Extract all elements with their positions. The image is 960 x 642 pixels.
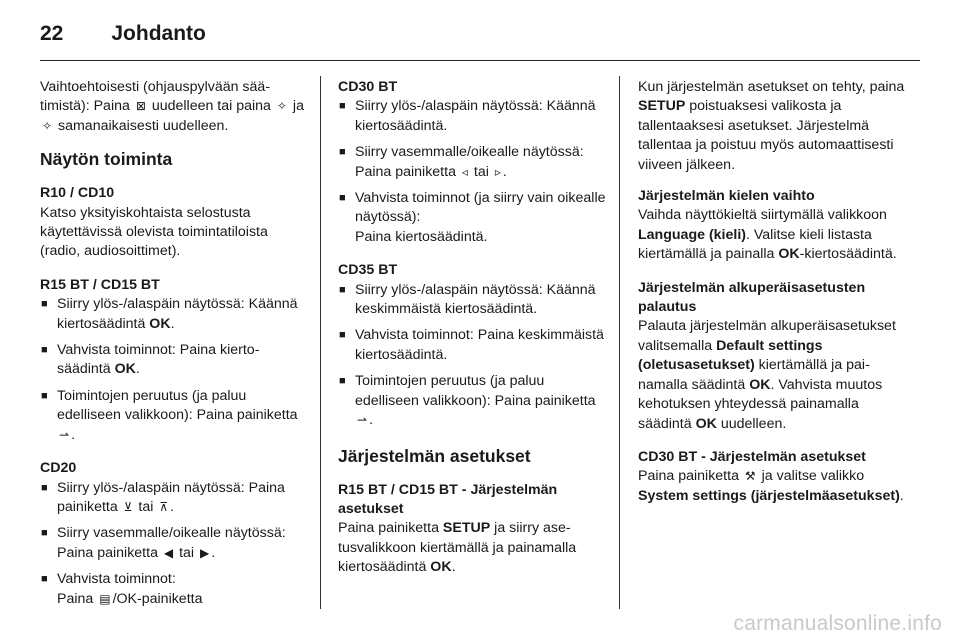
language-block: [638, 187, 910, 265]
column-divider-1: [320, 76, 321, 609]
page-number: 22: [40, 22, 64, 45]
column-divider-2: [619, 76, 620, 609]
factory-heading: Järjestelmän alkuperäisasetusten palautus: [638, 279, 866, 316]
list-item: ■ Siirry ylös-/alaspäin näytössä: Käännä kiertosäädintä OK.: [40, 295, 308, 334]
arrow-right-icon: ▶: [200, 545, 210, 560]
r15-settings-heading: R15 BT / CD15 BT - Järjestelmän asetukset: [338, 481, 558, 517]
list-item: ■ Vahvista toiminnot: Paina kiertosäädintä OK.: [40, 341, 308, 380]
list-item: ■ Siirry vasemmalle/oikealle näytössä: Paina painiketta ◃ tai ▹ .: [338, 143, 606, 182]
list-item: ■ Toimintojen peruutus (ja paluu edelliseen valikkoon): Paina painiketta ⇀ .: [338, 372, 606, 430]
star-minus-icon: ✧: [42, 118, 53, 133]
list-item: ■ Vahvista toiminnot: Paina ▤ /OK-painiketta: [40, 570, 308, 609]
column-2: [338, 78, 606, 578]
cd30-settings-text: Paina painiketta ⚒ ja valitse valikko System settings (järjestelmäasetukset).: [638, 468, 904, 504]
settings-intro: Kun järjestelmän asetukset on tehty, paina SETUP poistuaksesi valikosta ja tallentaaksesi asetukset. Järjestelmä tallentaa ja poistuu myös automaattisesti viiveen jälkeen.: [638, 79, 905, 173]
factory-block: [638, 279, 910, 434]
star-plus-icon: ✧: [276, 99, 287, 114]
factory-text: Palauta järjestelmän alkuperäisasetukset valitsemalla Default settings (oletusasetukset) kiertämällä ja painamalla säädintä OK. Vahvista muutos kehotuksen yhteydessä painamalla säädintä OK uudelleen.: [638, 318, 896, 432]
r10-text: Katso yksityiskohtaista selostusta käytettävissä olevista toimintatiloista (radio, audiosoittimet).: [40, 204, 268, 260]
r15-settings-text: Paina painiketta SETUP ja siirry asetusvalikkoon kiertämällä ja painamalla kiertosäädintä OK.: [338, 520, 577, 576]
cd30-heading: CD30 BT: [338, 79, 398, 95]
cd30-settings-block: [638, 448, 910, 506]
back-icon: ⇀: [357, 413, 368, 428]
cd20-block: [40, 459, 308, 609]
header-divider: [40, 60, 920, 61]
page-title: Johdanto: [111, 22, 206, 45]
section-heading-display: Näytön toiminta: [40, 149, 173, 170]
mute-icon: ⊠: [135, 99, 146, 114]
cd35-list: [338, 281, 606, 431]
arrow-left-outline-icon: ◃: [461, 164, 468, 179]
scroll-up-icon: ⊼: [159, 499, 169, 514]
r10-block: [40, 184, 308, 262]
list-item: ■ Siirry ylös-/alaspäin näytössä: Paina painiketta ⊻ tai ⊼ .: [40, 479, 308, 518]
list-item: ■ Siirry ylös-/alaspäin näytössä: Käännä kiertosäädintä.: [338, 97, 606, 136]
page-header: [40, 22, 206, 46]
tools-icon: ⚒: [744, 469, 756, 484]
list-item: ■ Siirry ylös-/alaspäin näytössä: Käännä keskimmäistä kiertosäädintä.: [338, 281, 606, 320]
arrow-left-icon: ◀: [163, 545, 174, 560]
back-icon: ⇀: [59, 427, 70, 442]
cd35-block: [338, 261, 606, 430]
language-heading: Järjestelmän kielen vaihto: [638, 188, 815, 205]
scroll-down-icon: ⊻: [123, 499, 133, 514]
intro-paragraph: Vaihtoehtoisesti (ohjauspylvään säätimistä): Paina ⊠ uudelleen tai paina ✧ ja ✧ samanaikaisesti uudelleen.: [40, 79, 304, 134]
r10-heading: R10 / CD10: [40, 185, 115, 202]
language-text: Vaihda näyttökieltä siirtymällä valikkoon Language (kieli). Valitse kieli listasta kiertämällä ja painalla OK-kiertosäädintä.: [638, 207, 897, 263]
section-heading-settings: Järjestelmän asetukset: [338, 445, 531, 466]
list-item: ■ Vahvista toiminnot (ja siirry vain oikealle näytössä): Paina kiertosäädintä.: [338, 189, 606, 247]
cd20-list: [40, 479, 308, 609]
column-1: [40, 78, 308, 623]
r15-heading: R15 BT / CD15 BT: [40, 276, 160, 293]
cd30-list: [338, 97, 606, 247]
r15-list: [40, 295, 308, 445]
arrow-right-outline-icon: ▹: [494, 164, 501, 179]
cd20-heading: CD20: [40, 460, 77, 477]
cd30-block: [338, 78, 606, 247]
menu-icon: ▤: [99, 591, 111, 606]
cd35-heading: CD35 BT: [338, 262, 398, 279]
cd30-settings-heading: CD30 BT - Järjestelmän asetukset: [638, 448, 866, 465]
watermark: carmanualsonline.info: [733, 612, 942, 635]
column-3: [638, 78, 910, 520]
list-item: ■ Toimintojen peruutus (ja paluu edelliseen valikkoon): Paina painiketta ⇀ .: [40, 387, 308, 445]
list-item: ■ Siirry vasemmalle/oikealle näytössä: Paina painiketta ◀ tai ▶ .: [40, 524, 308, 563]
r15-block: [40, 276, 308, 445]
list-item: ■ Vahvista toiminnot: Paina keskimmäistä kiertosäädintä.: [338, 326, 606, 365]
